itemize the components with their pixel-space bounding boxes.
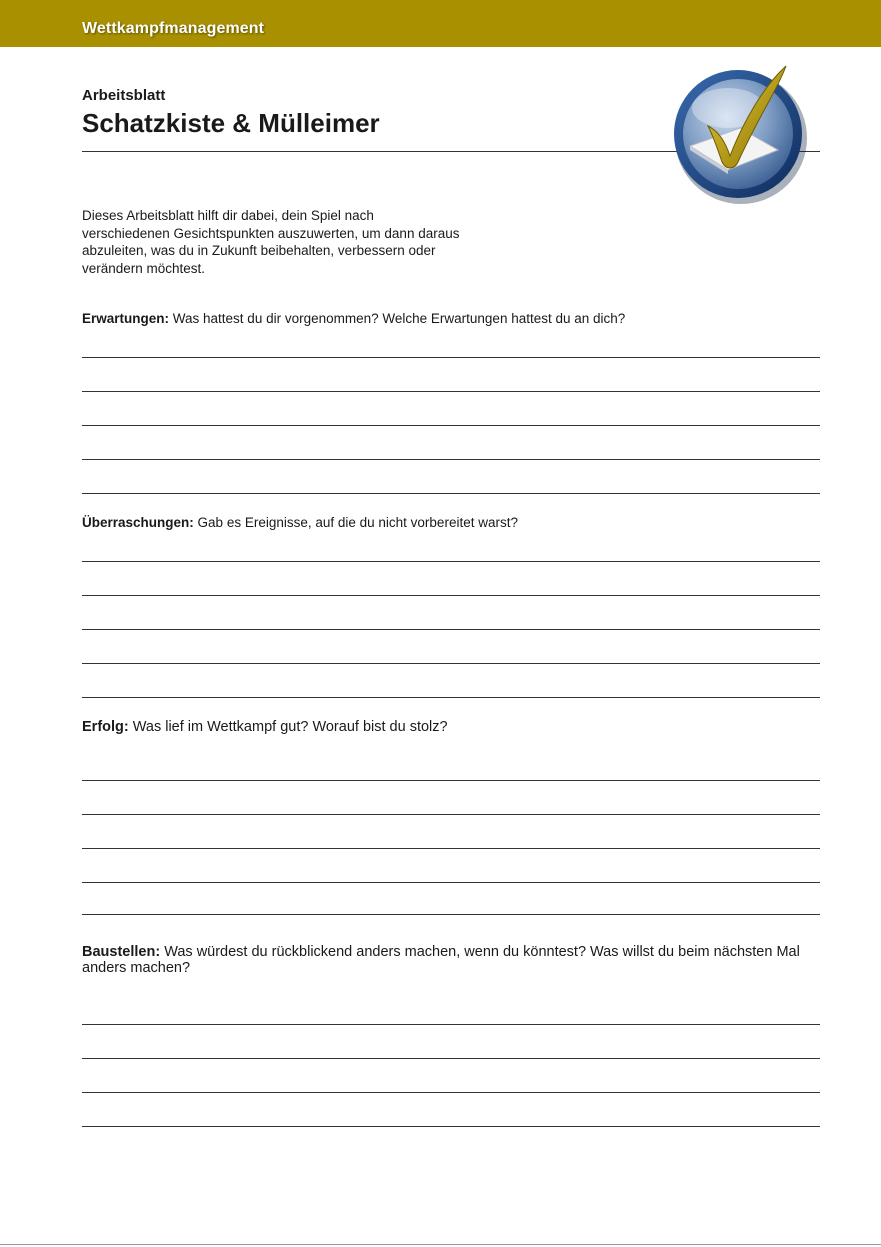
page-title: Schatzkiste & Mülleimer [82, 108, 380, 138]
answer-line[interactable] [82, 780, 820, 781]
answer-line[interactable] [82, 459, 820, 460]
question-construction-sites [82, 944, 842, 976]
answer-line[interactable] [82, 595, 820, 596]
header-banner [0, 0, 881, 47]
question-text: Was lief im Wettkampf gut? Worauf bist du stolz? [132, 719, 448, 735]
answer-line[interactable] [82, 1092, 820, 1093]
question-label: Überraschungen: [82, 515, 194, 530]
question-expectations [82, 311, 832, 327]
answer-line[interactable] [82, 493, 820, 494]
answer-line[interactable] [82, 914, 820, 915]
question-text: Was hattest du dir vorgenommen? Welche Erwartungen hattest du an dich? [172, 311, 626, 326]
answer-line[interactable] [82, 882, 820, 883]
question-surprises [82, 515, 832, 531]
checkmark-ballot-icon [668, 58, 818, 208]
question-text: Gab es Ereignisse, auf die du nicht vorbereitet warst? [197, 515, 518, 530]
intro-text: Dieses Arbeitsblatt hilft dir dabei, dein Spiel nach verschiedenen Gesichtspunkten auszuwerten, um dann daraus abzuleiten, was du in Zukunft beibehalten, verbessern oder verändern möchtest. [82, 208, 460, 276]
answer-line[interactable] [82, 1126, 820, 1127]
question-success [82, 719, 832, 735]
question-label: Erfolg: [82, 719, 129, 735]
question-text: Was würdest du rückblickend anders machen, wenn du könntest? Was willst du beim nächsten Mal anders machen? [82, 944, 800, 976]
question-label: Erwartungen: [82, 311, 170, 326]
answer-line[interactable] [82, 357, 820, 358]
answer-line[interactable] [82, 848, 820, 849]
answer-line[interactable] [82, 1058, 820, 1059]
answer-line[interactable] [82, 663, 820, 664]
answer-line[interactable] [82, 697, 820, 698]
answer-line[interactable] [82, 1024, 820, 1025]
banner-title: Wettkampfmanagement [82, 20, 265, 37]
answer-line[interactable] [82, 561, 820, 562]
worksheet-subtitle: Arbeitsblatt [82, 87, 166, 104]
question-label: Baustellen: [82, 944, 161, 960]
answer-line[interactable] [82, 391, 820, 392]
page-bottom-rule [0, 1244, 881, 1245]
answer-line[interactable] [82, 629, 820, 630]
answer-line[interactable] [82, 814, 820, 815]
answer-line[interactable] [82, 425, 820, 426]
